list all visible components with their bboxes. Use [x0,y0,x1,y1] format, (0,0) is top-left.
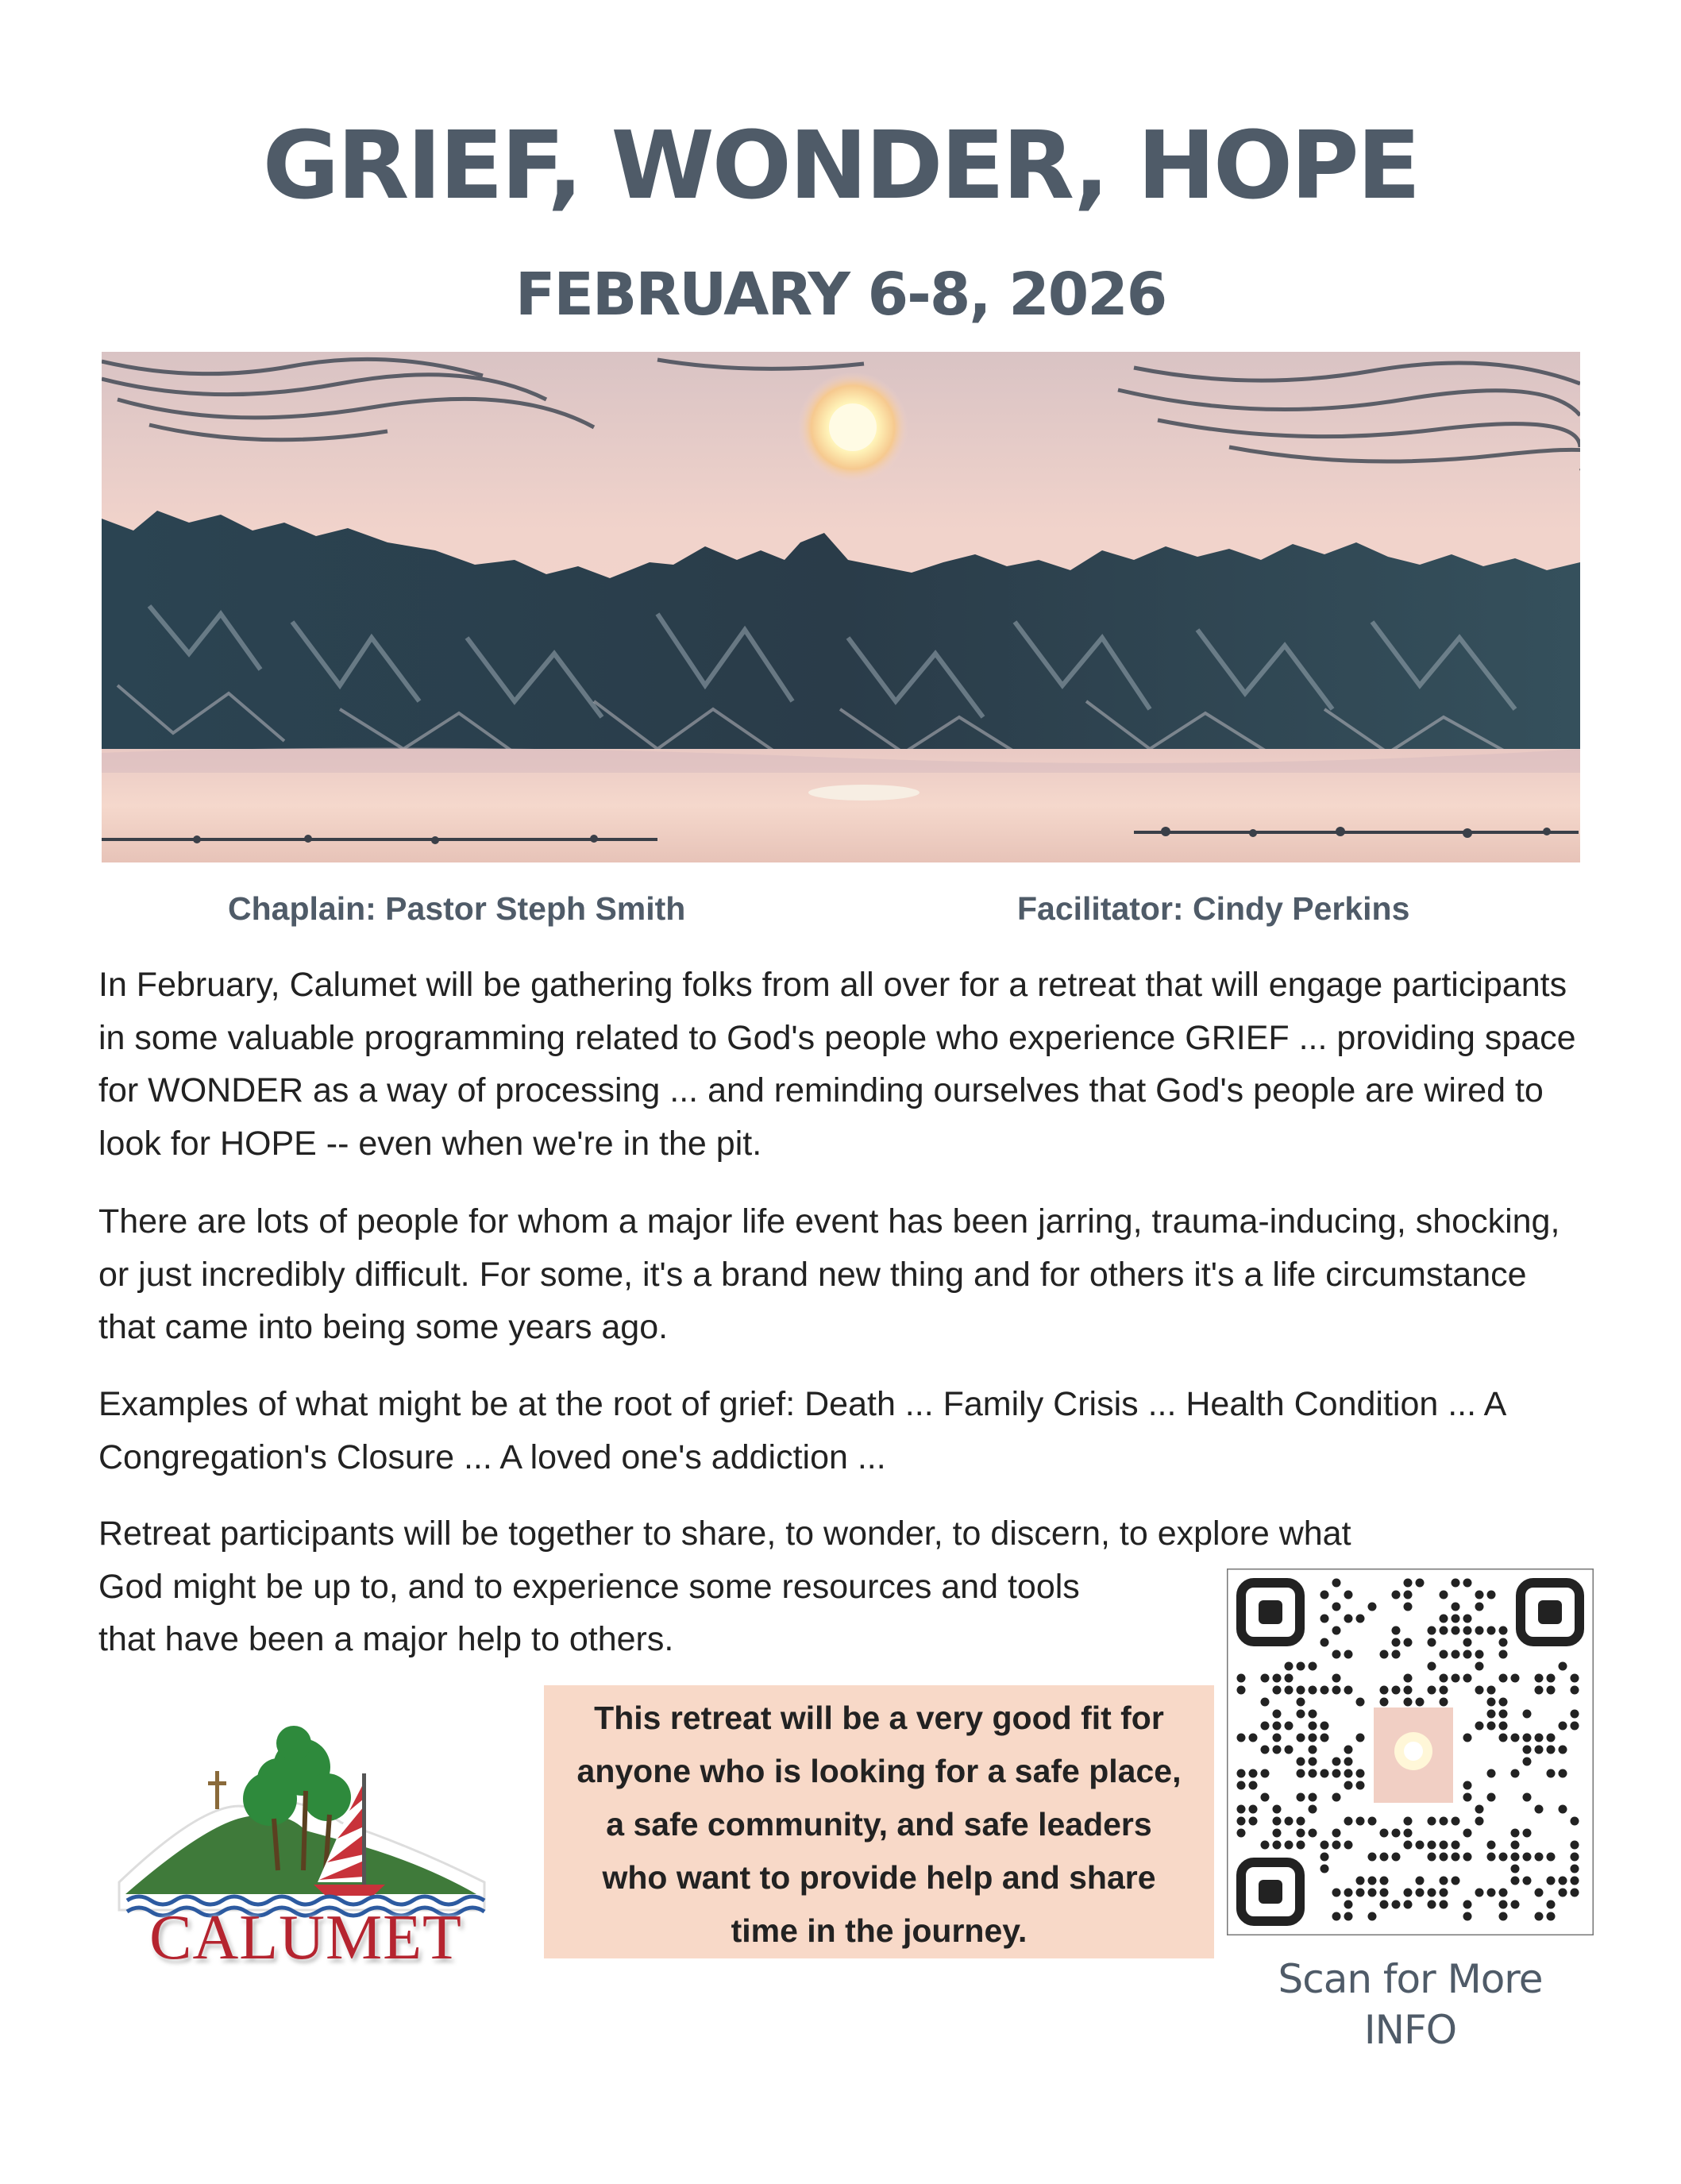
qr-module [1332,1686,1341,1695]
qr-code-icon[interactable] [1227,1569,1594,1935]
qr-module [1523,1758,1532,1766]
qr-module [1416,1841,1425,1850]
qr-module [1547,1734,1556,1742]
qr-module [1440,1698,1448,1707]
qr-module [1428,1889,1436,1897]
qr-module [1523,1710,1532,1719]
qr-module [1344,1912,1353,1921]
qr-module [1511,1829,1520,1838]
qr-module [1297,1793,1305,1802]
qr-module [1404,1841,1413,1850]
qr-module [1547,1746,1556,1754]
qr-module [1261,1746,1270,1754]
qr-module [1273,1734,1282,1742]
qr-module [1332,1829,1341,1838]
qr-module [1487,1793,1496,1802]
qr-module [1463,1579,1472,1588]
qr-module [1285,1746,1294,1754]
qr-module [1332,1650,1341,1659]
qr-module [1547,1853,1556,1862]
qr-module [1356,1877,1365,1885]
qr-module [1428,1626,1436,1635]
qr-module [1273,1746,1282,1754]
qr-module [1368,1603,1377,1611]
qr-module [1392,1900,1401,1909]
qr-module [1428,1686,1436,1695]
qr-module [1309,1710,1317,1719]
qr-module [1571,1722,1579,1731]
qr-module [1344,1769,1353,1778]
qr-module [1547,1900,1556,1909]
qr-module [1487,1698,1496,1707]
qr-module [1499,1650,1508,1659]
qr-module [1332,1889,1341,1897]
callout-line: who want to provide help and share [602,1859,1156,1896]
qr-module [1511,1841,1520,1850]
qr-module [1380,1686,1389,1695]
intro-paragraph: In February, Calumet will be gathering folks from all over for a retreat that will engage participants in some valuable programming related to God's people who experience GRIEF ... providing space for WONDER as a way of processing ... and reminding ourselves that God's people are wired to look for HOPE -- even when we're in the pit. [98,966,1576,1163]
qr-module [1285,1662,1294,1671]
qr-module [1356,1734,1365,1742]
qr-module [1535,1853,1544,1862]
qr-module [1332,1579,1341,1588]
qr-module [1404,1698,1413,1707]
qr-module [1463,1615,1472,1623]
qr-module [1547,1674,1556,1683]
qr-module [1428,1853,1436,1862]
qr-module [1499,1698,1508,1707]
chaplain-credit: Chaplain: Pastor Steph Smith [228,890,686,927]
life-event-paragraph: There are lots of people for whom a major life event has been jarring, trauma-inducing, shocking, or just incredibly difficult. For some, it's a brand new thing and for others it's a life circumstance that came into being some years ago. [98,1202,1560,1346]
qr-module [1249,1769,1258,1778]
qr-module [1535,1686,1544,1695]
qr-module [1368,1817,1377,1826]
qr-module [1559,1877,1567,1885]
qr-module [1392,1853,1401,1862]
qr-module [1440,1889,1448,1897]
good-fit-callout [544,1685,1214,1958]
page-title: GRIEF, WONDER, HOPE [262,110,1419,220]
qr-module [1487,1769,1496,1778]
qr-module [1499,1853,1508,1862]
qr-module [1463,1912,1472,1921]
qr-module [1392,1638,1401,1647]
qr-module [1440,1817,1448,1826]
qr-module [1380,1889,1389,1897]
qr-module [1332,1912,1341,1921]
qr-module [1297,1662,1305,1671]
qr-module [1309,1746,1317,1754]
qr-module [1428,1638,1436,1647]
qr-module [1273,1710,1282,1719]
qr-module [1404,1817,1413,1826]
qr-module [1463,1900,1472,1909]
qr-module [1499,1912,1508,1921]
qr-module [1547,1877,1556,1885]
qr-module [1452,1674,1460,1683]
qr-module [1297,1758,1305,1766]
qr-module [1380,1829,1389,1838]
participants-line: Retreat participants will be together to share, to wonder, to discern, to explore what [98,1515,1351,1553]
qr-module [1404,1889,1413,1897]
scan-caption: Scan for More INFO [1278,1956,1543,2053]
participants-line: God might be up to, and to experience some resources and tools [98,1567,1080,1606]
qr-module [1559,1746,1567,1754]
qr-module [1571,1889,1579,1897]
qr-module [1487,1626,1496,1635]
qr-module [1499,1638,1508,1647]
qr-module [1487,1710,1496,1719]
qr-module [1499,1626,1508,1635]
qr-module [1285,1817,1294,1826]
qr-module [1297,1841,1305,1850]
qr-module [1463,1638,1472,1647]
qr-module [1368,1912,1377,1921]
qr-module [1475,1591,1484,1599]
participants-line: that have been a major help to others. [98,1620,674,1658]
qr-module [1559,1889,1567,1897]
qr-module [1440,1591,1448,1599]
qr-module [1571,1674,1579,1683]
qr-module [1392,1591,1401,1599]
qr-module [1487,1722,1496,1731]
qr-module [1249,1734,1258,1742]
qr-module [1511,1877,1520,1885]
qr-module [1404,1686,1413,1695]
qr-module [1475,1662,1484,1671]
qr-module [1428,1817,1436,1826]
qr-module [1452,1626,1460,1635]
qr-module [1237,1686,1246,1695]
qr-module [1332,1758,1341,1766]
qr-module [1356,1769,1365,1778]
qr-module [1511,1769,1520,1778]
qr-module [1523,1793,1532,1802]
qr-module [1332,1841,1341,1850]
qr-module [1404,1638,1413,1647]
callout-line: anyone who is looking for a safe place, [576,1753,1182,1789]
callout-line: a safe community, and safe leaders [606,1806,1152,1843]
qr-module [1499,1710,1508,1719]
qr-module [1404,1900,1413,1909]
qr-module [1380,1650,1389,1659]
qr-module [1356,1698,1365,1707]
qr-module [1297,1686,1305,1695]
qr-module [1523,1853,1532,1862]
qr-module [1463,1829,1472,1838]
qr-module [1249,1805,1258,1814]
qr-module [1309,1769,1317,1778]
qr-module [1237,1829,1246,1838]
qr-module [1499,1734,1508,1742]
qr-module [1487,1591,1496,1599]
qr-module [1547,1769,1556,1778]
qr-module [1487,1686,1496,1695]
qr-module [1332,1793,1341,1802]
qr-module [1297,1698,1305,1707]
qr-module [1332,1603,1341,1611]
qr-module [1332,1674,1341,1683]
qr-module [1321,1638,1329,1647]
qr-module [1440,1841,1448,1850]
qr-module [1487,1853,1496,1862]
qr-module [1428,1662,1436,1671]
qr-module [1249,1781,1258,1790]
qr-module [1332,1626,1341,1635]
qr-module [1237,1805,1246,1814]
qr-module [1559,1805,1567,1814]
qr-module [1356,1781,1365,1790]
qr-module [1273,1686,1282,1695]
facilitator-credit: Facilitator: Cindy Perkins [1017,890,1410,927]
qr-module [1309,1686,1317,1695]
qr-module [1547,1912,1556,1921]
qr-module [1321,1769,1329,1778]
qr-module [1499,1889,1508,1897]
qr-module [1285,1722,1294,1731]
qr-module [1571,1817,1579,1826]
qr-module [1475,1650,1484,1659]
qr-module [1321,1615,1329,1623]
qr-module [1392,1650,1401,1659]
qr-module [1523,1829,1532,1838]
qr-module [1344,1817,1353,1826]
qr-module [1237,1734,1246,1742]
qr-module [1392,1626,1401,1635]
qr-module [1452,1579,1460,1588]
qr-module [1511,1853,1520,1862]
qr-module [1511,1734,1520,1742]
qr-module [1356,1817,1365,1826]
qr-module [1487,1841,1496,1850]
qr-module [1237,1781,1246,1790]
qr-module [1559,1662,1567,1671]
qr-module [1559,1769,1567,1778]
qr-module [1428,1841,1436,1850]
qr-module [1571,1686,1579,1695]
qr-module [1475,1722,1484,1731]
qr-module [1523,1746,1532,1754]
qr-module [1344,1591,1353,1599]
sunrise-lake-forest-painting-icon [102,352,1580,862]
qr-module [1452,1650,1460,1659]
qr-module [1475,1889,1484,1897]
qr-module [1309,1829,1317,1838]
qr-module [1332,1769,1341,1778]
qr-module [1416,1889,1425,1897]
qr-module [1297,1829,1305,1838]
qr-module [1452,1853,1460,1862]
qr-module [1273,1722,1282,1731]
qr-module [1249,1817,1258,1826]
qr-module [1440,1650,1448,1659]
qr-module [1344,1889,1353,1897]
qr-module [1571,1853,1579,1862]
qr-module [1368,1877,1377,1885]
qr-module [1475,1817,1484,1826]
qr-module [1380,1853,1389,1862]
qr-module [1344,1746,1353,1754]
qr-module [1380,1698,1389,1707]
qr-module [1404,1829,1413,1838]
qr-module [1452,1841,1460,1850]
qr-module [1440,1853,1448,1862]
qr-module [1452,1615,1460,1623]
qr-module [1261,1698,1270,1707]
qr-module [1428,1900,1436,1909]
qr-module [1344,1686,1353,1695]
qr-module [1523,1877,1532,1885]
qr-module [1463,1781,1472,1790]
qr-module [1463,1734,1472,1742]
event-date: FEBRUARY 6-8, 2026 [515,260,1166,329]
qr-module [1261,1674,1270,1683]
qr-module [1547,1686,1556,1695]
qr-module [1571,1865,1579,1873]
qr-module [1440,1900,1448,1909]
qr-module [1535,1746,1544,1754]
qr-module [1273,1674,1282,1683]
qr-module [1440,1674,1448,1683]
qr-module [1475,1805,1484,1814]
qr-module [1321,1686,1329,1695]
qr-module [1309,1758,1317,1766]
qr-module [1309,1793,1317,1802]
qr-module [1571,1710,1579,1719]
qr-module [1237,1769,1246,1778]
qr-module [1273,1817,1282,1826]
qr-module [1452,1603,1460,1611]
qr-module [1356,1889,1365,1897]
qr-module [1309,1722,1317,1731]
qr-module [1475,1603,1484,1611]
qr-module [1559,1722,1567,1731]
qr-module [1440,1626,1448,1635]
calumet-logo-text: CALUMET [149,1903,462,1973]
qr-module [1392,1829,1401,1838]
qr-module [1380,1900,1389,1909]
qr-module [1321,1722,1329,1731]
qr-module [1368,1853,1377,1862]
qr-module [1261,1841,1270,1850]
qr-module [1416,1877,1425,1885]
qr-module [1463,1853,1472,1862]
qr-module [1309,1805,1317,1814]
qr-module [1297,1710,1305,1719]
qr-module [1344,1781,1353,1790]
qr-module [1463,1793,1472,1802]
qr-module [1273,1841,1282,1850]
qr-module [1487,1889,1496,1897]
qr-module [1440,1877,1448,1885]
qr-module [1535,1889,1544,1897]
qr-module [1344,1841,1353,1850]
qr-module [1285,1674,1294,1683]
qr-module [1463,1626,1472,1635]
qr-module [1273,1829,1282,1838]
qr-module [1380,1877,1389,1885]
qr-module [1237,1674,1246,1683]
qr-module [1297,1817,1305,1826]
qr-module [1321,1591,1329,1599]
callout-line: time in the journey. [731,1912,1027,1949]
qr-module [1523,1734,1532,1742]
qr-module [1321,1853,1329,1862]
qr-module [1416,1698,1425,1707]
qr-module [1404,1674,1413,1683]
qr-module [1261,1793,1270,1802]
qr-module [1511,1865,1520,1873]
qr-module [1297,1769,1305,1778]
qr-module [1309,1662,1317,1671]
qr-module [1535,1912,1544,1921]
qr-module [1368,1889,1377,1897]
qr-module [1344,1900,1353,1909]
qr-module [1392,1686,1401,1695]
qr-module [1285,1841,1294,1850]
qr-module [1511,1674,1520,1683]
qr-module [1321,1865,1329,1873]
qr-module [1452,1817,1460,1826]
qr-module [1344,1615,1353,1623]
qr-module [1356,1615,1365,1623]
qr-module [1273,1805,1282,1814]
qr-module [1344,1650,1353,1659]
qr-module [1416,1579,1425,1588]
qr-module [1440,1686,1448,1695]
qr-module [1452,1877,1460,1885]
qr-module [1475,1626,1484,1635]
qr-module [1321,1841,1329,1850]
qr-module [1475,1686,1484,1695]
qr-module [1261,1769,1270,1778]
qr-module [1499,1674,1508,1683]
qr-module [1463,1674,1472,1683]
qr-module [1440,1615,1448,1623]
callout-line: This retreat will be a very good fit for [594,1700,1164,1736]
qr-module [1321,1734,1329,1742]
qr-module [1535,1674,1544,1683]
qr-module [1463,1650,1472,1659]
grief-examples-paragraph: Examples of what might be at the root of grief: Death ... Family Crisis ... Health Condition ... A Congregation's Closure ... A loved one's addiction ... [98,1385,1505,1476]
qr-module [1499,1900,1508,1909]
qr-module [1261,1722,1270,1731]
qr-module [1571,1841,1579,1850]
qr-module [1535,1734,1544,1742]
qr-module [1511,1900,1520,1909]
qr-module [1344,1758,1353,1766]
qr-module [1404,1591,1413,1599]
qr-module [1309,1734,1317,1742]
qr-module [1571,1877,1579,1885]
qr-module [1237,1817,1246,1826]
qr-module [1535,1805,1544,1814]
qr-module [1404,1579,1413,1588]
qr-module [1404,1603,1413,1611]
qr-module [1297,1734,1305,1742]
qr-module [1285,1686,1294,1695]
qr-module [1499,1722,1508,1731]
